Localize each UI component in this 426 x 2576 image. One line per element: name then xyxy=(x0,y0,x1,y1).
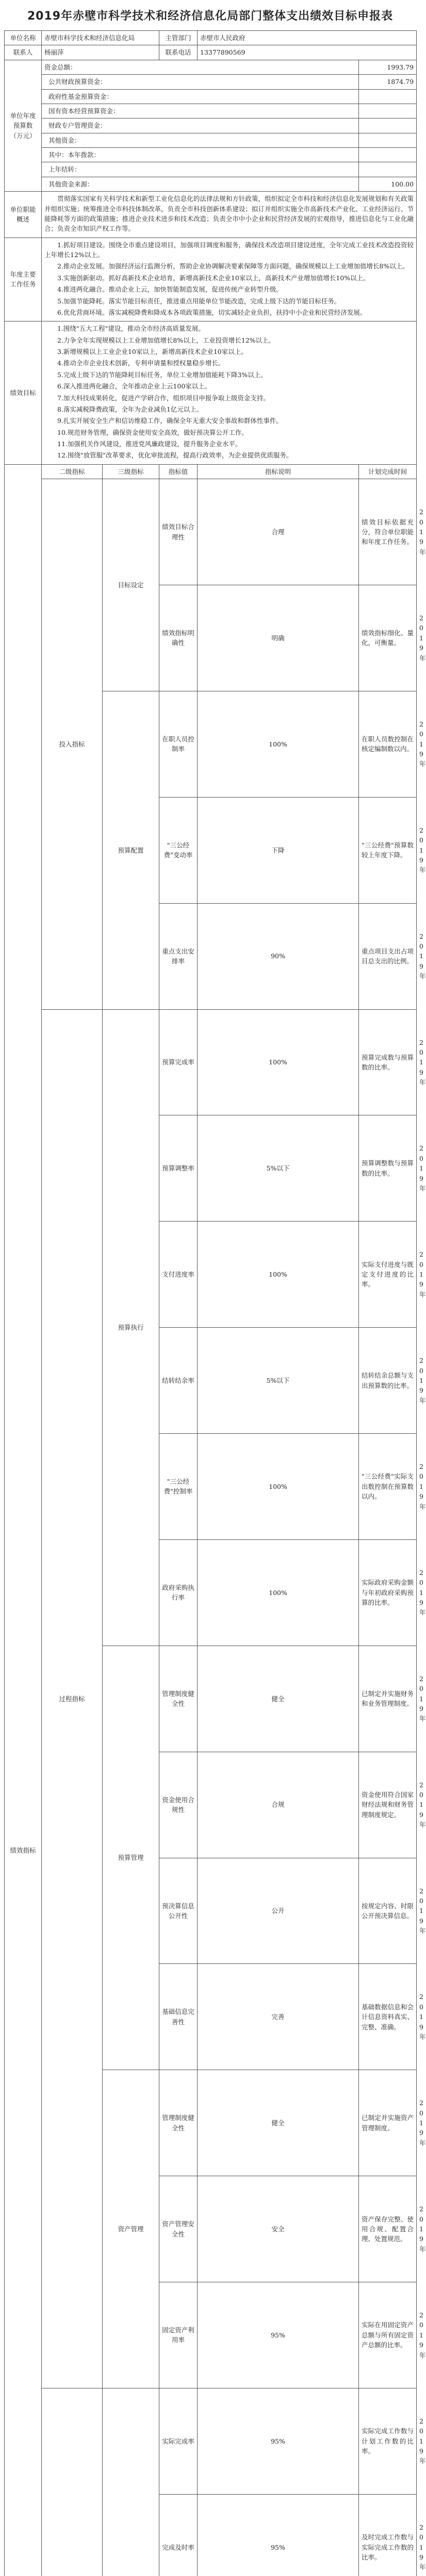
perf-level3: 实际完成率 xyxy=(159,2388,198,2494)
perf-row: 固定资产利用率 95% 实际在用固定资产总额与所有固定资产总额的比率。 2019年 xyxy=(5,2282,417,2388)
budget-item-name: 资金总额： xyxy=(42,60,359,74)
perf-row: 预算调整率 5%以下 预算调整数与预算数的比率。 2019年 xyxy=(5,1115,417,1222)
perf-desc: 资金使用符合国家财经法规和财务管理制度规定。 xyxy=(359,1752,417,1858)
perf-level3: 资金使用合规性 xyxy=(159,1752,198,1858)
budget-item-value xyxy=(359,162,417,177)
budget-item-value: 1874.79 xyxy=(359,75,417,89)
budget-item-name: 国有资本经营预算资金： xyxy=(42,104,359,118)
list-item: 8.落实减税降费政策，全年为企业减负1亿元以上。 xyxy=(57,405,203,413)
list-item: 9.扎实开展安全生产和信访维稳工作，确保全年无重大安全事故和群体性事件。 xyxy=(57,417,283,425)
targets-row xyxy=(5,321,417,465)
perf-desc: "三公经费"实际支出数控制在预算数以内。 xyxy=(359,1434,417,1540)
targets-list xyxy=(42,321,417,465)
perf-value: 100% xyxy=(198,1434,359,1540)
perf-value: 95% xyxy=(198,2388,359,2494)
budget-row xyxy=(5,89,417,104)
perf-desc: 预算调整数与预算数的比率。 xyxy=(359,1115,417,1222)
perf-row: 资金使用合规性 合规 资金使用符合国家财经法规和财务管理制度规定。 2019年 xyxy=(5,1752,417,1858)
list-item: 4.推动全市企业技术创新，专利申请量和授权量稳步增长。 xyxy=(57,359,225,367)
list-item: 2.推动企业发展。加强经济运行监测分析，帮助企业协调解决要素保障等方面问题，确保规模以上工业增加值增长8%以上。 xyxy=(57,262,409,270)
budget-unit: 赤壁市人民政府 xyxy=(198,31,417,45)
perf-value: 5%以下 xyxy=(198,1328,359,1434)
perf-desc: 重点项目支出占项目总支出的比例。 xyxy=(359,903,417,1009)
perf-value: 95% xyxy=(198,2494,359,2576)
budget-row xyxy=(5,148,417,162)
budget-item-name: 其中：本年拨款： xyxy=(42,148,359,162)
list-item: 4.推进两化融合。推动企业上云，加快智能制造发展，促进传统产业转型升级。 xyxy=(57,285,283,294)
perf-row: 资产管理 管理制度健全性 健全 已制定并实施资产管理制度。 2019年 xyxy=(5,2070,417,2176)
perf-level1 xyxy=(42,2388,103,2576)
contact: 杨丽萍 xyxy=(42,45,159,60)
perf-level1: 过程指标 xyxy=(42,1009,103,2388)
phone-label: 联系电话 xyxy=(159,45,198,60)
perf-level1: 投入指标 xyxy=(42,479,103,1009)
perf-level3: 基础信息完善性 xyxy=(159,1964,198,2070)
perf-value: 健全 xyxy=(198,2070,359,2176)
list-item: 2.力争全年实现规模以上工业增加值增长8%以上，工业投资增长12%以上。 xyxy=(57,336,275,344)
perf-value: 合理 xyxy=(198,479,359,585)
perf-row: 预算配置 在职人员控制率 100% 在职人员数控制在核定编制数以内。 2019年 xyxy=(5,691,417,797)
performance-indicators xyxy=(5,464,426,2576)
budget-item-name: 政府性基金预算资金： xyxy=(42,89,359,104)
budget-item-value xyxy=(359,89,417,104)
perf-label: 绩效指标 xyxy=(5,464,42,2576)
perf-row: 实际完成率 95% 实际完成工作数与计划工作数的比率。 2019年 xyxy=(5,2388,417,2494)
budget-unit-label: 主管部门 xyxy=(159,31,198,45)
duties-row xyxy=(5,192,417,238)
perf-level3: 绩效指标明确性 xyxy=(159,585,198,691)
perf-row: 资产管理安全性 安全 资产保存完整、使用合规、配置合理、处置规范。 2019年 xyxy=(5,2176,417,2282)
targets-label: 绩效目标 xyxy=(5,321,42,465)
perf-value: 健全 xyxy=(198,1646,359,1752)
perf-row: 预算管理 管理制度健全性 健全 已制定并实施财务和业务管理制度。 2019年 xyxy=(5,1646,417,1752)
perf-level3: 预算调整率 xyxy=(159,1115,198,1222)
perf-level2 xyxy=(103,2388,159,2576)
annual-work-label: 年度主要工作任务 xyxy=(5,238,42,321)
perf-desc: 已制定并实施资产管理制度。 xyxy=(359,2070,417,2176)
list-item: 10.规范财务管理，确保资金使用安全高效，做好预决算公开工作。 xyxy=(57,428,248,436)
perf-level3: 资产管理安全性 xyxy=(159,2176,198,2282)
perf-level2: 目标设定 xyxy=(103,479,159,691)
contact-label: 联系人 xyxy=(5,45,42,60)
perf-value: 90% xyxy=(198,903,359,1009)
perf-header-cell: 三级指标 xyxy=(103,464,159,479)
perf-desc: 实际在用固定资产总额与所有固定资产总额的比率。 xyxy=(359,2282,417,2388)
budget-item-name: 上年结转： xyxy=(42,162,359,177)
perf-row: 预决算信息公开性 公开 按规定内容、时限公开预决算信息。 2019年 xyxy=(5,1858,417,1964)
application-table xyxy=(4,30,426,2576)
perf-value: 95% xyxy=(198,2282,359,2388)
unit-row xyxy=(5,31,417,45)
perf-desc: 已制定并实施财务和业务管理制度。 xyxy=(359,1646,417,1752)
perf-level3: 预算完成率 xyxy=(159,1009,198,1115)
perf-row: "三公经费"变动率 下降 "三公经费"预算数较上年度下降。 2019年 xyxy=(5,797,417,903)
perf-value: 100% xyxy=(198,1222,359,1328)
perf-desc: 及时完成工作数与实际完成工作数的比率。 xyxy=(359,2494,417,2576)
budget-item-name: 其他资金： xyxy=(42,133,359,147)
perf-desc: 结转结余总额与支出预算数的比率。 xyxy=(359,1328,417,1434)
perf-level3: 政府采购执行率 xyxy=(159,1539,198,1646)
perf-value: 完善 xyxy=(198,1964,359,2070)
page-title: 2019年赤壁市科学技术和经济信息化局部门整体支出绩效目标申报表 xyxy=(27,10,394,23)
perf-level3: 支付进度率 xyxy=(159,1222,198,1328)
perf-row: 完成及时率 95% 及时完成工作数与实际完成工作数的比率。 2019年 xyxy=(5,2494,417,2576)
perf-level3: 绩效目标合理性 xyxy=(159,479,198,585)
perf-level3: 管理制度健全性 xyxy=(159,1646,198,1752)
perf-level3: 完成及时率 xyxy=(159,2494,198,2576)
perf-level3: 在职人员控制率 xyxy=(159,691,198,797)
perf-row: 基础信息完善性 完善 基础数据信息和会计信息资料真实、完整、准确。 2019年 xyxy=(5,1964,417,2070)
list-item: 3.新增规模以上工业企业10家以上，新增高新技术企业10家以上。 xyxy=(57,348,248,355)
perf-row: 支付进度率 100% 实际支付进度与既定支付进度的比率。 2019年 xyxy=(5,1222,417,1328)
perf-level3: "三公经费"变动率 xyxy=(159,797,198,903)
perf-level3: 管理制度健全性 xyxy=(159,2070,198,2176)
budget-item-name: 公共财政预算资金： xyxy=(42,75,359,89)
unit-name-label: 单位名称 xyxy=(5,31,42,45)
perf-desc: "三公经费"预算数较上年度下降。 xyxy=(359,797,417,903)
perf-level2: 预算执行 xyxy=(103,1009,159,1646)
budget-row xyxy=(5,104,417,118)
perf-level2: 资产管理 xyxy=(103,2070,159,2388)
budget-item-value: 100.00 xyxy=(359,177,417,191)
perf-desc: 绩效指标细化、量化，可衡量。 xyxy=(359,585,417,691)
perf-row: 投入指标 目标设定 绩效目标合理性 合理 绩效目标依据充分，符合单位职能和年度工作任务。 2019年 xyxy=(5,479,417,585)
budget-row xyxy=(5,75,417,89)
budget-row xyxy=(5,60,417,74)
budget-item-value xyxy=(359,118,417,133)
unit-name: 赤壁市科学技术和经济信息化局 xyxy=(42,31,159,45)
annual-work-list xyxy=(42,238,417,321)
perf-level3: 重点支出安排率 xyxy=(159,903,198,1009)
budget-label: 单位年度预算数（万元） xyxy=(5,60,42,191)
list-item: 5.完成上级下达的节能降耗目标任务，单位工业增加值能耗下降3%以上。 xyxy=(57,370,267,379)
duties-label: 单位职能概述 xyxy=(5,192,42,238)
perf-row: 结转结余率 5%以下 结转结余总额与支出预算数的比率。 2019年 xyxy=(5,1328,417,1434)
perf-desc: 按规定内容、时限公开预决算信息。 xyxy=(359,1858,417,1964)
list-item: 3.实施创新驱动。抓好高新技术企业培育，新增高新技术企业10家以上，高新技术产业增加值增长10%以上。 xyxy=(57,274,370,282)
perf-desc: 实际完成工作数与计划工作数的比率。 xyxy=(359,2388,417,2494)
budget-section xyxy=(5,60,417,191)
perf-value: 5%以下 xyxy=(198,1115,359,1222)
perf-level3: "三公经费"控制率 xyxy=(159,1434,198,1540)
perf-value: 100% xyxy=(198,1539,359,1646)
budget-item-value xyxy=(359,104,417,118)
perf-value: 合规 xyxy=(198,1752,359,1858)
perf-header-cell: 二级指标 xyxy=(42,464,103,479)
perf-header-cell: 指标说明 xyxy=(198,464,359,479)
budget-item-value xyxy=(359,133,417,147)
list-item: 1.抓好项目建设。围绕全市重点建设项目，加强项目调度和服务，确保技术改造项目建设进度，全年完成工业技术改造投资较上年增长12%以上。 xyxy=(44,241,414,259)
perf-desc: 在职人员数控制在核定编制数以内。 xyxy=(359,691,417,797)
budget-row xyxy=(5,133,417,147)
budget-item-value xyxy=(359,148,417,162)
list-item: 5.加强节能降耗。落实节能目标责任，推进重点用能单位节能改造，完成上级下达的节能目标任务。 xyxy=(57,297,341,305)
annual-work-row xyxy=(5,238,417,321)
perf-header-cell: 指标值 xyxy=(159,464,198,479)
perf-value: 安全 xyxy=(198,2176,359,2282)
list-item: 1.围绕"五大工程"建设，推动全市经济高质量发展。 xyxy=(57,325,205,333)
perf-desc: 基础数据信息和会计信息资料真实、完整、准确。 xyxy=(359,1964,417,2070)
perf-desc: 实际政府采购金额与年初政府采购预算的比率。 xyxy=(359,1539,417,1646)
budget-item-value: 1993.79 xyxy=(359,60,417,74)
contact-row xyxy=(5,45,417,60)
perf-row: "三公经费"控制率 100% "三公经费"实际支出数控制在预算数以内。 2019年 xyxy=(5,1434,417,1540)
perf-level3: 结转结余率 xyxy=(159,1328,198,1434)
perf-row: 绩效指标明确性 明确 绩效指标细化、量化，可衡量。 2019年 xyxy=(5,585,417,691)
budget-row xyxy=(5,118,417,133)
perf-value: 明确 xyxy=(198,585,359,691)
perf-value: 100% xyxy=(198,1009,359,1115)
perf-desc: 实际支付进度与既定支付进度的比率。 xyxy=(359,1222,417,1328)
perf-row: 重点支出安排率 90% 重点项目支出占项目总支出的比例。 2019年 xyxy=(5,903,417,1009)
perf-level3: 固定资产利用率 xyxy=(159,2282,198,2388)
budget-row xyxy=(5,162,417,177)
budget-row xyxy=(5,177,417,191)
phone: 13377890569 xyxy=(198,45,417,60)
perf-level3: 预决算信息公开性 xyxy=(159,1858,198,1964)
list-item: 11.加强机关作风建设，推进党风廉政建设，提升服务企业水平。 xyxy=(57,440,242,448)
perf-value: 下降 xyxy=(198,797,359,903)
list-item: 12.围绕"放管服"改革要求，优化审批流程，提高行政效率，为企业提供优质服务。 xyxy=(57,451,293,460)
perf-header-cell: 计划完成时间 xyxy=(359,464,417,479)
perf-header-row xyxy=(5,464,417,479)
perf-value: 100% xyxy=(198,691,359,797)
budget-item-name: 其他资金来源： xyxy=(42,177,359,191)
duties-text: 贯彻落实国家有关科学技术和新型工业化信息化的法律法规和方针政策，组织拟定全市科技和经济信息化发展规划和有关政策并组织实施；统筹推进全市科技体制改革，负责全市科技创新体系建设；拟订并组织实施全市高新技术产业化、工业经济运行、节能降耗等方面的政策措施；推进企业技术进步和技术改造；负责全市中小企业和民营经济发展的宏观指导，推进信息化与工业化融合；负责全市知识产权工作等。 xyxy=(44,195,414,233)
perf-level2: 预算管理 xyxy=(103,1646,159,2070)
perf-row: 政府采购执行率 100% 实际政府采购金额与年初政府采购预算的比率。 2019年 xyxy=(5,1539,417,1646)
list-item: 6.深入推进两化融合，全年推动企业上云100家以上。 xyxy=(57,382,211,391)
perf-desc: 绩效目标依据充分，符合单位职能和年度工作任务。 xyxy=(359,479,417,585)
budget-item-name: 财政专户管理资金： xyxy=(42,118,359,133)
perf-row: 过程指标 预算执行 预算完成率 100% 预算完成数与预算数的比率。 2019年 xyxy=(5,1009,417,1115)
list-item: 7.加大科技成果转化，促进产学研合作，组织项目申报争取上级资金支持。 xyxy=(57,394,270,402)
perf-value: 公开 xyxy=(198,1858,359,1964)
list-item: 6.优化营商环境。落实减税降费和降成本各项政策措施，切实减轻企业负担，扶持中小企业和民营经济发展。 xyxy=(57,308,367,316)
perf-desc: 预算完成数与预算数的比率。 xyxy=(359,1009,417,1115)
perf-level2: 预算配置 xyxy=(103,691,159,1009)
perf-desc: 资产保存完整、使用合规、配置合理、处置规范。 xyxy=(359,2176,417,2282)
